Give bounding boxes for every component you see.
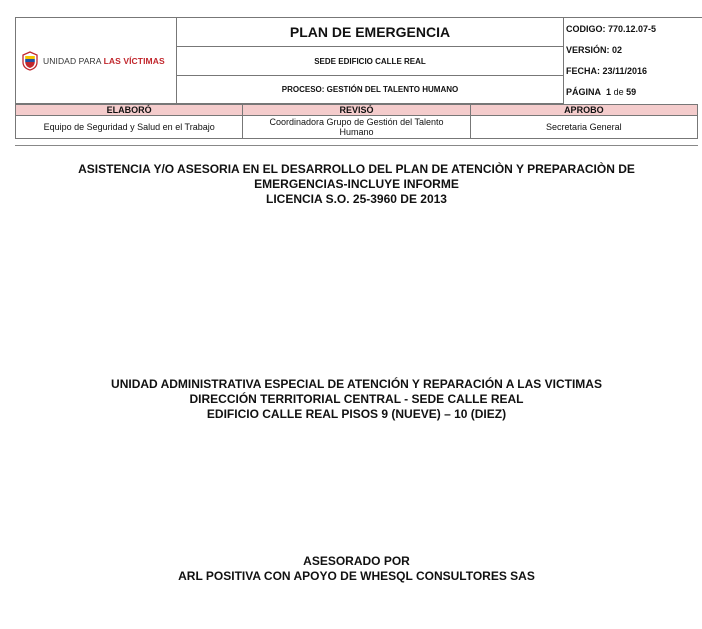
document-title: PLAN DE EMERGENCIA: [177, 18, 564, 47]
service-line-2: EMERGENCIAS-INCLUYE INFORME: [254, 177, 459, 191]
signature-value-reviso: Coordinadora Grupo de Gestión del Talento Humano: [243, 116, 470, 139]
header-divider: [15, 145, 698, 146]
signature-value-elaboro: Equipo de Seguridad y Salud en el Trabajo: [16, 116, 243, 139]
logo-wordmark: UNIDAD PARA LAS VÍCTIMAS: [43, 55, 165, 66]
colombia-coat-of-arms-icon: [21, 51, 39, 71]
signature-header-elaboro: ELABORÓ: [16, 105, 243, 116]
entity-building: EDIFICIO CALLE REAL PISOS 9 (NUEVE) – 10 (DIEZ): [206, 407, 507, 421]
entity-name: UNIDAD ADMINISTRATIVA ESPECIAL DE ATENCIÓN Y REPARACIÓN A LAS VICTIMAS: [111, 377, 602, 391]
signature-value-aprobo: Secretaria General: [470, 116, 697, 139]
signature-header-aprobo: APROBO: [470, 105, 697, 116]
signature-table: [15, 104, 698, 139]
entity-description: [15, 377, 698, 422]
document-meta: [564, 18, 702, 104]
document-subtitle: SEDE EDIFICIO CALLE REAL: [177, 47, 564, 76]
organization-logo: [16, 51, 176, 71]
advisor-description: [15, 554, 698, 584]
license-line: LICENCIA S.O. 25-3960 DE 2013: [266, 192, 447, 206]
service-description: [15, 162, 698, 207]
document-date: FECHA: 23/11/2016: [566, 65, 648, 76]
page-total: 59: [626, 86, 637, 97]
page-number: 1: [606, 86, 612, 97]
advisor-name: ARL POSITIVA CON APOYO DE WHESQL CONSULTORES SAS: [178, 569, 535, 583]
document-version: VERSIÓN: 02: [566, 45, 623, 55]
document-header: [15, 17, 702, 104]
logo-cell: [16, 18, 177, 104]
signature-header-reviso: REVISÓ: [243, 105, 470, 116]
advisor-label: ASESORADO POR: [303, 554, 410, 568]
page-indicator: PÁGINA 1 de 59: [566, 86, 637, 97]
document-code: CODIGO: 770.12.07-5: [566, 24, 657, 35]
document-process: PROCESO: GESTIÓN DEL TALENTO HUMANO: [177, 76, 564, 104]
service-line-1: ASISTENCIA Y/O ASESORIA EN EL DESARROLLO DEL PLAN DE ATENCIÒN Y PREPARACIÒN DE: [78, 162, 635, 176]
entity-directorate: DIRECCIÓN TERRITORIAL CENTRAL - SEDE CALLE REAL: [189, 392, 524, 406]
